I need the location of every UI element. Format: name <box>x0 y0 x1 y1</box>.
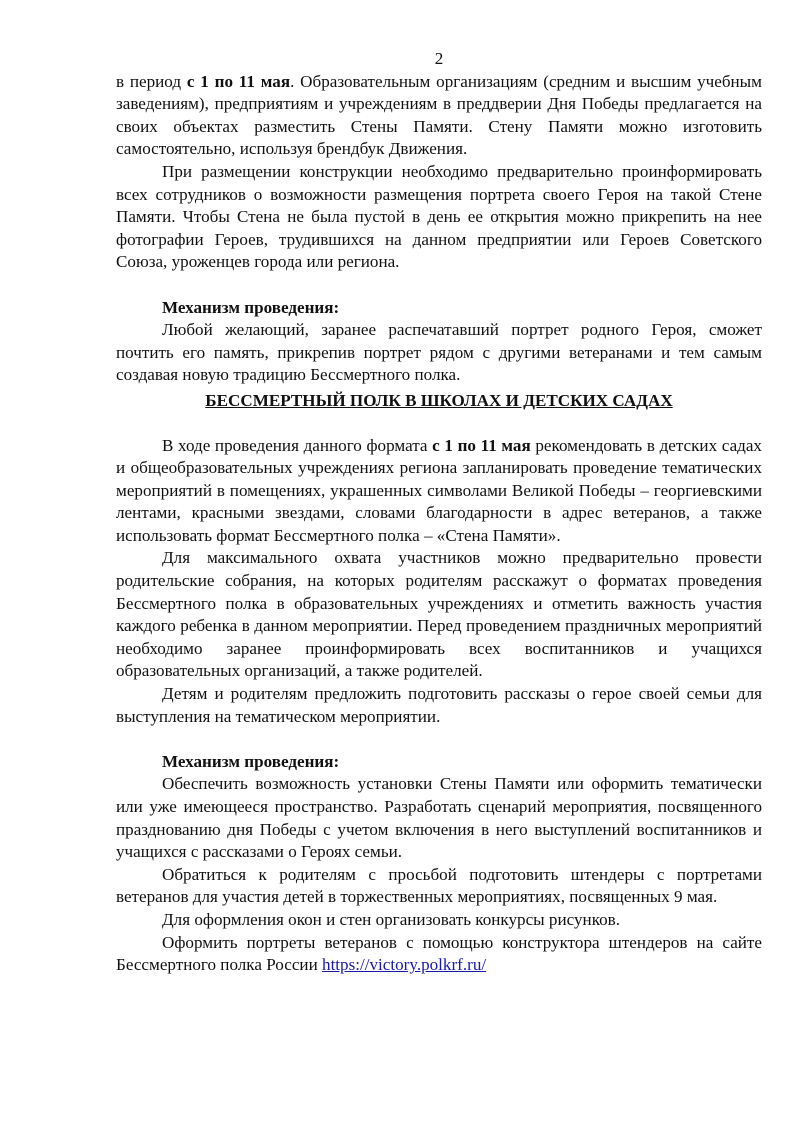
page-number: 2 <box>434 49 444 68</box>
paragraph-schools-format <box>116 435 762 548</box>
paragraph-mechanism-1: Любой желающий, заранее распечатавший портрет родного Героя, сможет почтить его память, прикрепив портрет рядом с другими ветеранами и тем самым создавая новую традицию Бессмертного полка. <box>116 320 762 385</box>
mechanism-heading: Механизм проведения: <box>162 751 340 771</box>
text-span: . Образовательным организациям (средним и высшим учебным заведениям), предприятиям и учреждениям в преддверии Дня Победы предлагается на своих объектах разместить Стены Памяти. Стену Памяти можно изготовить самостоятельно, используя брендбук Движения. <box>116 71 762 159</box>
document-page <box>116 48 762 977</box>
text-span: в период <box>116 71 187 91</box>
text-span: В ходе проведения данного формата <box>162 435 433 455</box>
victory-site-link[interactable]: https://victory.polkrf.ru/ <box>322 955 487 975</box>
paragraph-drawings: Для оформления окон и стен организовать конкурсы рисунков. <box>162 909 621 929</box>
paragraph-mechanism-2: Обеспечить возможность установки Стены Памяти или оформить тематически или уже имеющееся пространство. Разработать сценарий мероприятия, посвященного празднованию дня Победы с учетом включения в него выступлений воспитанников и учащихся с рассказами о Героях семьи. <box>116 774 762 862</box>
date-range-bold: с 1 по 11 мая <box>186 71 291 91</box>
section-title: БЕССМЕРТНЫЙ ПОЛК В ШКОЛАХ И ДЕТСКИХ САДАХ <box>205 390 673 410</box>
paragraph-walls-intro <box>116 71 762 161</box>
date-range-bold: с 1 по 11 мая <box>432 435 531 455</box>
paragraph-parent-meetings: Для максимального охвата участников можно предварительно провести родительские собрания, на которых родителям расскажут о форматах проведения Бессмертного полка в образовательных учреждениях и отметить важность участия каждого ребенка в данном мероприятии. Перед проведением праздничных мероприятий необходимо заранее проинформировать всех воспитанников и учащихся образовательных организаций, а также родителей. <box>116 548 762 681</box>
paragraph-portraits <box>116 932 762 977</box>
text-span: рекомендовать в детских садах и общеобразовательных учреждениях региона запланировать проведение тематических мероприятий в помещениях, украшенных символами Великой Победы – георгиевскими лентами, красными звездами, словами благодарности в адрес ветеранов, а также использовать формат Бессмертного полка – «Стена Памяти». <box>116 435 762 545</box>
mechanism-heading: Механизм проведения: <box>162 297 340 317</box>
text-span: Оформить портреты ветеранов с помощью конструктора штендеров на сайте Бессмертного полка России <box>116 932 762 975</box>
paragraph-placement: При размещении конструкции необходимо предварительно проинформировать всех сотрудников о возможности размещения портрета своего Героя на такой Стене Памяти. Чтобы Стена не была пустой в день ее открытия можно прикрепить на нее фотографии Героев, трудившихся на данном предприятии или Героев Советского Союза, уроженцев города или региона. <box>116 161 762 272</box>
paragraph-stories: Детям и родителям предложить подготовить рассказы о герое своей семьи для выступления на тематическом мероприятии. <box>116 684 762 726</box>
paragraph-shtenders: Обратиться к родителям с просьбой подготовить штендеры с портретами ветеранов для участия детей в торжественных мероприятиях, посвященных 9 мая. <box>116 864 762 907</box>
